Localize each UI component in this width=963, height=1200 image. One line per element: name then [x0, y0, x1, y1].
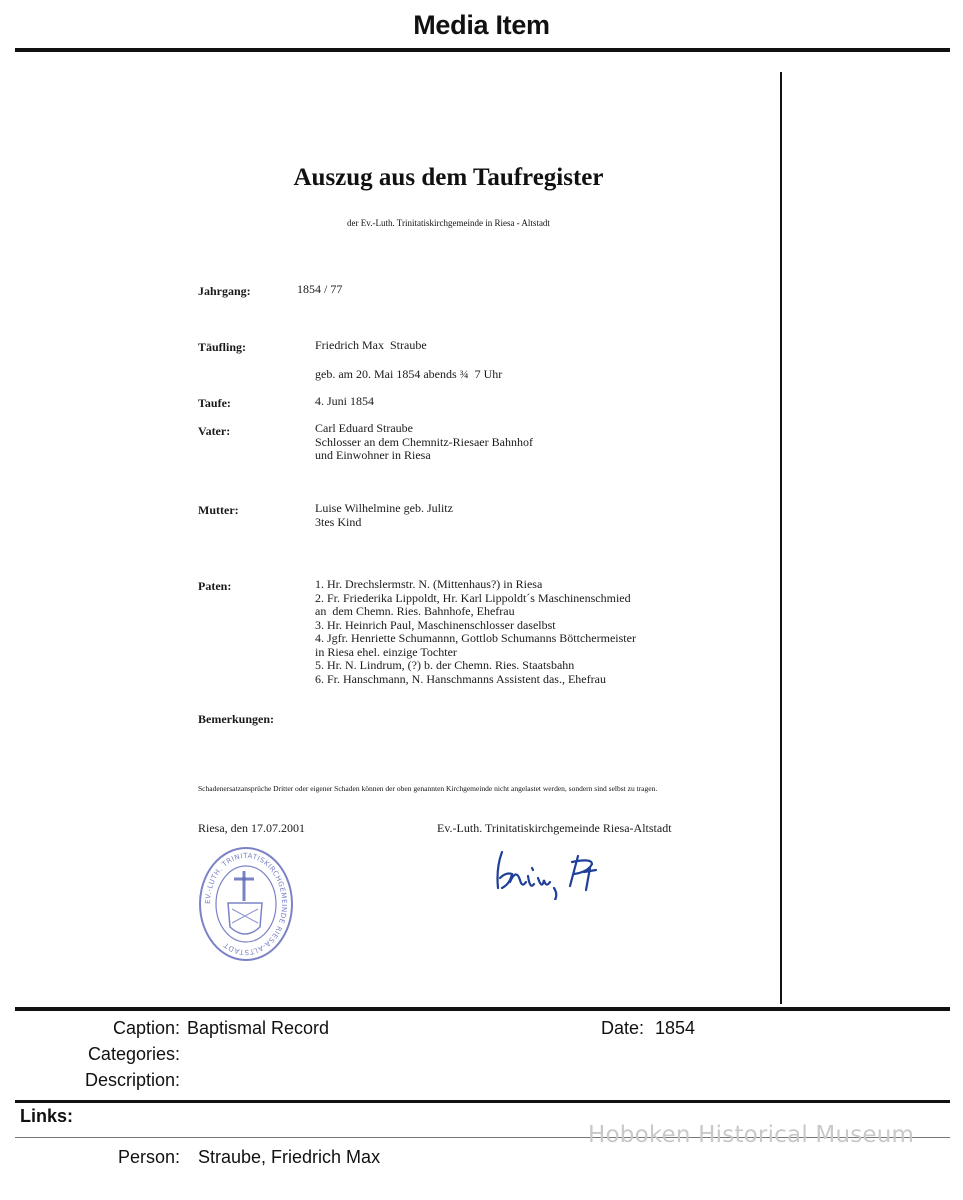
- paten-line: 4. Jgfr. Henriette Schumannn, Gottlob Schumanns Böttchermeister: [315, 631, 636, 645]
- vater-block: [315, 422, 533, 463]
- categories-label: Categories:: [87, 1044, 180, 1064]
- taufling-label: Täufling:: [198, 340, 247, 354]
- mutter-block: [315, 502, 453, 529]
- page-title: Media Item: [413, 10, 550, 40]
- vater-label: Vater:: [198, 424, 231, 438]
- document-subtitle: der Ev.-Luth. Trinitatiskirchgemeinde in Riesa - Altstadt: [347, 218, 550, 228]
- bemerkungen-label: Bemerkungen:: [198, 712, 274, 726]
- paten-line: 3. Hr. Heinrich Paul, Maschinenschlosser daselbst: [315, 617, 556, 632]
- description-label: Description:: [84, 1070, 180, 1090]
- museum-watermark: Hoboken Historical Museum: [588, 1122, 915, 1148]
- taufling-birth: geb. am 20. Mai 1854 abends ¾ 7 Uhr: [315, 367, 503, 381]
- date-value: 1854: [655, 1018, 696, 1038]
- links-label: Links:: [20, 1106, 74, 1126]
- document-right-border: [780, 72, 782, 1004]
- document-title: Auszug aus dem Taufregister: [293, 164, 604, 191]
- paten-line: 2. Fr. Friederika Lippoldt, Hr. Karl Lippoldt´s Maschinenschmied: [315, 590, 631, 605]
- vater-line: Schlosser an dem Chemnitz-Riesaer Bahnhof: [315, 434, 533, 449]
- person-label: Person:: [117, 1147, 180, 1167]
- links-rule: [15, 1100, 950, 1103]
- jahrgang-label: Jahrgang:: [198, 284, 251, 298]
- header-rule: [15, 48, 950, 52]
- paten-line: 5. Hr. N. Lindrum, (?) b. der Chemn. Ries. Staatsbahn: [315, 658, 575, 672]
- taufe-label: Taufe:: [198, 396, 231, 410]
- vater-line: und Einwohner in Riesa: [315, 448, 431, 462]
- seal-icon: [196, 845, 296, 963]
- jahrgang-value: 1854 / 77: [297, 282, 343, 296]
- signature: [488, 838, 608, 900]
- caption-value: Baptismal Record: [187, 1018, 330, 1038]
- mutter-label: Mutter:: [198, 503, 239, 517]
- mutter-line: 3tes Kind: [315, 514, 362, 529]
- person-link[interactable]: Straube, Friedrich Max: [198, 1147, 381, 1167]
- svg-text:EV.-LUTH. TRINITATISKIRCHGEMEI: EV.-LUTH. TRINITATISKIRCHGEMEINDE RIESA-ALTSTADT: [203, 851, 289, 957]
- church-seal: [196, 845, 296, 963]
- paten-label: Paten:: [198, 579, 232, 593]
- mutter-line: Luise Wilhelmine geb. Julitz: [315, 501, 453, 515]
- paten-line: 6. Fr. Hanschmann, N. Hanschmanns Assistent das., Ehefrau: [315, 671, 606, 686]
- paten-line: an dem Chemn. Ries. Bahnhofe, Ehefrau: [315, 604, 515, 618]
- place-date: Riesa, den 17.07.2001: [198, 821, 305, 835]
- taufling-name: Friedrich Max Straube: [315, 338, 427, 352]
- paten-line: in Riesa ehel. einzige Tochter: [315, 644, 457, 659]
- date-label: Date:: [601, 1018, 645, 1038]
- paten-block: [315, 578, 636, 686]
- vater-line: Carl Eduard Straube: [315, 421, 413, 435]
- disclaimer-text: Schadenersatzansprüche Dritter oder eigener Schaden können der oben genannten Kirchgemeinde nicht angelastet werden, sondern sind selbst zu tragen.: [198, 784, 658, 793]
- footer-top-rule: [15, 1007, 950, 1011]
- parish-signature-line: Ev.-Luth. Trinitatiskirchgemeinde Riesa-Altstadt: [437, 821, 672, 835]
- taufe-value: 4. Juni 1854: [315, 394, 375, 408]
- caption-label: Caption:: [112, 1018, 180, 1038]
- paten-line: 1. Hr. Drechslermstr. N. (Mittenhaus?) in Riesa: [315, 577, 543, 591]
